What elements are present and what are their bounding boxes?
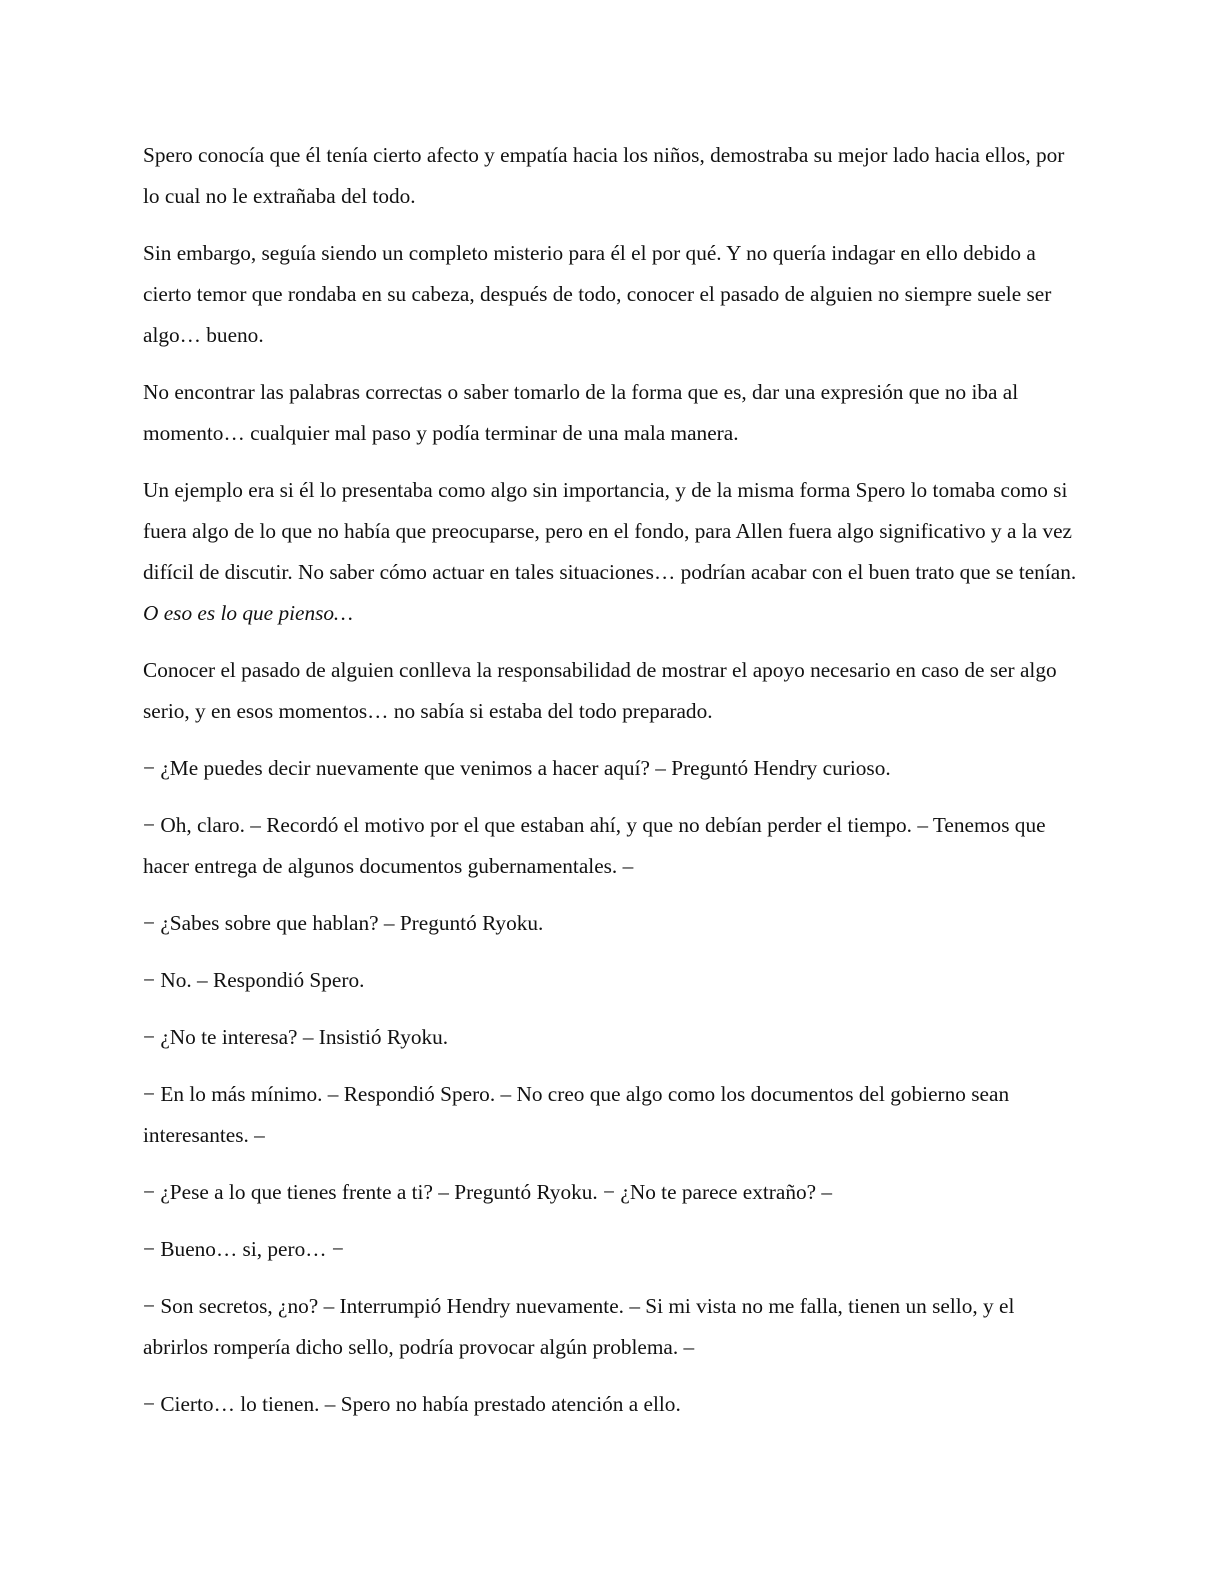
paragraph-4-text: Un ejemplo era si él lo presentaba como algo sin importancia, y de la misma forma Spero lo tomaba como si fuera algo de lo que no había que preocuparse, pero en el fondo, para Allen fuera algo significativo y a la vez difícil de discutir. No saber cómo actuar en tales situaciones… podrían acabar con el buen trato que se tenían. <box>143 478 1077 584</box>
italic-thought: O eso es lo que pienso… <box>143 601 353 625</box>
paragraph-2: Sin embargo, seguía siendo un completo misterio para él el por qué. Y no quería indagar en ello debido a cierto temor que rondaba en su cabeza, después de todo, conocer el pasado de alguien no siempre suele ser algo… bueno. <box>143 241 1052 347</box>
dialogue-line-2: − Oh, claro. – Recordó el motivo por el que estaban ahí, y que no debían perder el tiempo. – Tenemos que hacer entrega de algunos documentos gubernamentales. – <box>143 813 1046 878</box>
dialogue-line-5: − ¿No te interesa? – Insistió Ryoku. <box>143 1025 449 1049</box>
dialogue-line-7: − ¿Pese a lo que tienes frente a ti? – Preguntó Ryoku. − ¿No te parece extraño? – <box>143 1180 833 1204</box>
paragraph-1: Spero conocía que él tenía cierto afecto y empatía hacia los niños, demostraba su mejor lado hacia ellos, por lo cual no le extrañaba del todo. <box>143 143 1065 208</box>
dialogue-line-8: − Bueno… si, pero… − <box>143 1237 344 1261</box>
dialogue-line-6: − En lo más mínimo. – Respondió Spero. – No creo que algo como los documentos del gobierno sean interesantes. – <box>143 1082 1010 1147</box>
dialogue-line-9: − Son secretos, ¿no? – Interrumpió Hendry nuevamente. – Si mi vista no me falla, tienen un sello, y el abrirlos rompería dicho sello, podría provocar algún problema. – <box>143 1294 1015 1359</box>
paragraph-3: No encontrar las palabras correctas o saber tomarlo de la forma que es, dar una expresión que no iba al momento… cualquier mal paso y podía terminar de una mala manera. <box>143 380 1019 445</box>
dialogue-line-3: − ¿Sabes sobre que hablan? – Preguntó Ryoku. <box>143 911 544 935</box>
dialogue-line-1: − ¿Me puedes decir nuevamente que venimos a hacer aquí? – Preguntó Hendry curioso. <box>143 756 891 780</box>
dialogue-line-10: − Cierto… lo tienen. – Spero no había prestado atención a ello. <box>143 1392 681 1416</box>
paragraph-5: Conocer el pasado de alguien conlleva la responsabilidad de mostrar el apoyo necesario en caso de ser algo serio, y en esos momentos… no sabía si estaba del todo preparado. <box>143 658 1057 723</box>
body-text <box>143 135 1083 1441</box>
dialogue-line-4: − No. – Respondió Spero. <box>143 968 365 992</box>
paragraph-4 <box>143 470 1083 634</box>
